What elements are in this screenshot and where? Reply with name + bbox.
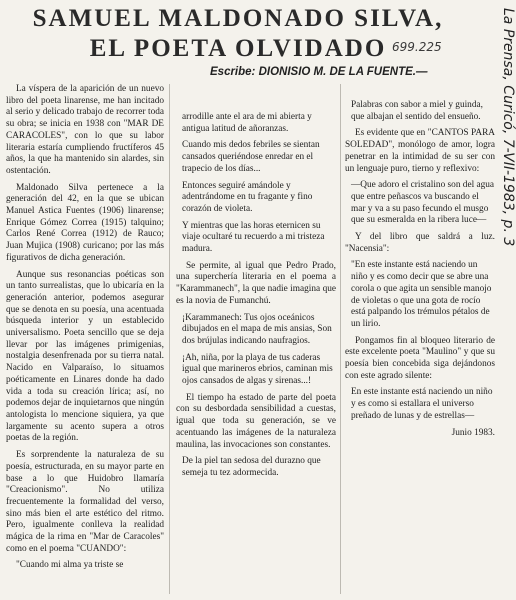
paragraph: El tiempo ha estado de parte del poeta con su desbordada sensibilidad a cuestas, igual que toda su generación, se ve acentuando las imágenes de la naturaleza maulina, las invocaciones son constantes. [176, 392, 336, 450]
paragraph: La víspera de la aparición de un nuevo libro del poeta linarense, me han incitado al serio y delicado trabajo de recorrer toda su obra; se inicia en 1938 con "MAR DE CARACOLES", con lo que su labor literaria estaría cumpliendo fructíferos 45 años, la que ha mantenido sin alardes, sin ostentación. [6, 84, 164, 176]
column-divider [340, 84, 341, 594]
headline-line-1: SAMUEL MALDONADO SILVA, [32, 5, 444, 32]
article-column-1 [6, 84, 164, 577]
verse-stanza: Palabras con sabor a miel y guinda, que albajan el sentido del ensueño. [351, 100, 483, 122]
verse-stanza: En este instante está naciendo un niño y es como si estallara el universo preñado de lunas y de estrellas— [351, 387, 493, 421]
verse-stanza: ¡Ah, niña, por la playa de tus caderas igual que marineros ebrios, caminan mis ojos cansados de algas y sirenas...! [182, 352, 333, 387]
verse-stanza: ¡Karammanech: Tus ojos oceánicos dibujados en el mapa de mis ansias, Son dos brújulas indicando naufragios. [182, 312, 332, 346]
verse-stanza: Entonces seguiré amándole y adentrándome en tu fragante y fino corazón de violeta. [182, 180, 313, 214]
verse-stanza: Cuando mis dedos febriles se sientan cansados queriéndose enredar en el trapecio de los días... [182, 140, 320, 174]
paragraph: Maldonado Silva pertenece a la generación del 42, en la que se ubican Manuel Astica Fuentes (1906) linarense; Enrique Gómez Correa (1915) talquino; Carlos René Correa (1912) de Rauco; Juan Mujica (1908) curicano; por las más figurativos de dicha generación. [6, 182, 164, 263]
headline-line-2: EL POETA OLVIDADO [89, 35, 387, 62]
paragraph: Es sorprendente la naturaleza de su poesía, estructurada, en su mayor parte en base a lo que Huidobro llamaría "Creacionismo". No utiliza frecuentemente la formalidad del verso, sino más bien el arte estético del ritmo. Pero, igualmente conlleva la realidad mágica de la rima en "Mar de Caracoles" como en el poema "CUANDO": [6, 450, 164, 554]
column-divider [169, 84, 170, 594]
paragraph: Aunque sus resonancias poéticas son un tanto surrealistas, que lo ubicaría en la generación anterior, podemos asegurar que se denota en su poesía, una acentuada búsqueda interior y un establecido universalismo. Poeta sencillo que se deja llevar por las imágenes primigenias, nostalgia desenfrenada por su tierra natal. Nacido en Valparaíso, lo situamos poéticamente en Linares donde ha dado vida a toda su creación lírica; así, no podemos dejar de inquietarnos que ningún antologista lo mencione siquiera, ya que largamente su acento supera a otros poetas de la región. [6, 269, 164, 444]
paragraph: "Cuando mi alma ya triste se [16, 560, 124, 571]
verse-stanza: —Que adoro el cristalino son del agua que entre peñascos va buscando el mar y va a su paso fecundo el musgo que su esmeralda en la ribera luce— [351, 180, 495, 226]
byline: Escribe: DIONISIO M. DE LA FUENTE.— [210, 66, 428, 78]
paragraph: Y del libro que saldrá a luz. "Nacensia": [345, 232, 495, 254]
verse-stanza: De la piel tan sedosa del durazno que semeja tu tez adormecida. [182, 456, 321, 478]
article-column-2 [176, 112, 336, 485]
date-signature: Junio 1983. [451, 427, 495, 438]
verse-stanza: Y mientras que las horas eternicen su viaje ocultaré tu recuerdo a mi tristeza madura. [182, 220, 325, 255]
handwritten-margin-note: La Prensa, Curicó, 7-VII-1983, p. 3 [500, 8, 516, 247]
verse-stanza: "En este instante está naciendo un niño y es como decir que se abre una corola o que agita un sensible manojo de violetas o que una gota de rocío está palpando los trémulos pétalos de un lirio. [351, 260, 492, 329]
headline [18, 4, 458, 64]
verse-stanza: arrodille ante el ara de mi abierta y antigua latitud de añoranzas. [182, 112, 312, 134]
handwritten-filing-number: 699.225 [392, 40, 442, 54]
article-column-3 [345, 100, 495, 444]
paragraph: Pongamos fin al bloqueo literario de este excelente poeta "Maulino" y que su poesía bien concebida siga dejándonos con este agrado silente: [345, 335, 495, 381]
paragraph: Se permite, al igual que Pedro Prado, una superchería literaria en el poema a "Karammanech", la que nadie imagina que es la novia de Fumanchú. [176, 260, 336, 306]
paragraph: Es evidente que en "CANTOS PARA SOLEDAD", monólogo de amor, logra penetrar en la intimidad de su ser con un lenguaje puro, tierno y reflexivo: [345, 128, 495, 174]
